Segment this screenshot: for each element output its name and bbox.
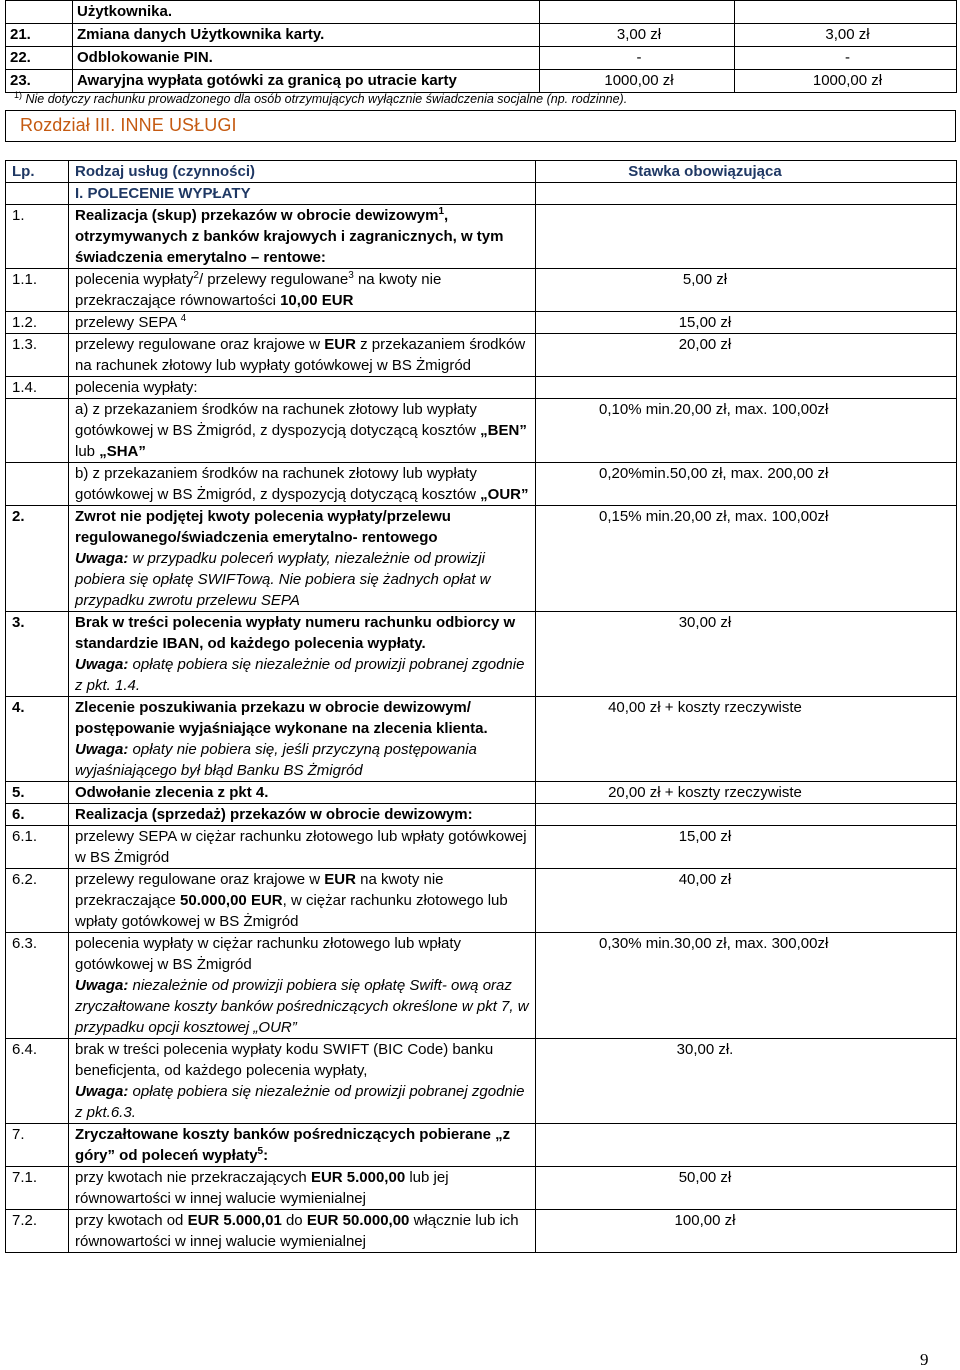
row-number: 21. — [6, 24, 73, 47]
row-number: 7.2. — [6, 1210, 69, 1253]
row-rate: 30,00 zł — [536, 612, 957, 697]
row-rate: 50,00 zł — [536, 1167, 957, 1210]
row-number: 3. — [6, 612, 69, 697]
row-number: 1.3. — [6, 334, 69, 377]
table-row — [6, 334, 957, 377]
row-description: Realizacja (sprzedaż) przekazów w obrocie dewizowym: — [69, 804, 536, 826]
row-rate: 0,30% min.30,00 zł, max. 300,00zł — [536, 933, 957, 1039]
row-number: 4. — [6, 697, 69, 782]
row-number: 6.4. — [6, 1039, 69, 1124]
row-description: polecenia wypłaty: — [69, 377, 536, 399]
row-number: 6.2. — [6, 869, 69, 933]
row-rate: 15,00 zł — [536, 312, 957, 334]
row-number: 6.3. — [6, 933, 69, 1039]
table-row — [6, 1, 957, 24]
chapter-title-box — [5, 110, 956, 142]
row-description: przelewy regulowane oraz krajowe w EUR na kwoty nie przekraczające 50.000,00 EUR, w ciężar rachunku złotowego lub wpłaty gotówkowej w BS Żmigród — [69, 869, 536, 933]
table-row — [6, 1167, 957, 1210]
row-description: Awaryjna wypłata gotówki za granicą po utracie karty — [73, 70, 540, 93]
row-description: Użytkownika. — [73, 1, 540, 24]
row-number: 1.4. — [6, 377, 69, 399]
row-number: 1.2. — [6, 312, 69, 334]
row-number: 1.1. — [6, 269, 69, 312]
row-description: a) z przekazaniem środków na rachunek złotowy lub wypłaty gotówkowej w BS Żmigród, z dyspozycją dotyczącą kosztów „BEN” lub „SHA” — [69, 399, 536, 463]
table-row — [6, 1039, 957, 1124]
row-value-2: 1000,00 zł — [735, 70, 957, 93]
row-rate: 30,00 zł. — [536, 1039, 957, 1124]
table-row — [6, 463, 957, 506]
row-description: Zryczałtowane koszty banków pośredniczących pobierane „z góry” od poleceń wypłaty$^5$: — [69, 1124, 536, 1167]
table-row — [6, 804, 957, 826]
row-rate: 15,00 zł — [536, 826, 957, 869]
row-description: polecenia wypłaty w ciężar rachunku złotowego lub wpłaty gotówkowej w BS Żmigród Uwaga: niezależnie od prowizji pobiera się opłatę Swift- ową oraz zryczałtowane koszty banków pośredniczących określone w pkt 7, w przypadku opcji kosztowej „OUR” — [69, 933, 536, 1039]
row-value-2: - — [735, 47, 957, 70]
other-services-table — [5, 160, 957, 1253]
row-description: przelewy SEPA w ciężar rachunku złotowego lub wpłaty gotówkowej w BS Żmigród — [69, 826, 536, 869]
row-value-2 — [735, 1, 957, 24]
table-row — [6, 399, 957, 463]
row-description: brak w treści polecenia wypłaty kodu SWIFT (BIC Code) banku beneficjenta, od każdego polecenia wypłaty, Uwaga: opłatę pobiera się niezależnie od prowizji pobranej zgodnie z pkt.6.3. — [69, 1039, 536, 1124]
row-description: przelewy regulowane oraz krajowe w EUR z przekazaniem środków na rachunek złotowy lub wypłaty gotówkowej w BS Żmigród — [69, 334, 536, 377]
table-header-row — [6, 161, 957, 183]
row-description: b) z przekazaniem środków na rachunek złotowy lub wypłaty gotówkowej w BS Żmigród, z dyspozycją dotyczącą kosztów „OUR” — [69, 463, 536, 506]
row-number: 5. — [6, 782, 69, 804]
header-stawka: Stawka obowiązująca — [536, 161, 957, 183]
header-lp: Lp. — [6, 161, 69, 183]
table-row — [6, 933, 957, 1039]
row-value-1: - — [540, 47, 735, 70]
row-description: Zmiana danych Użytkownika karty. — [73, 24, 540, 47]
row-rate: 40,00 zł + koszty rzeczywiste — [536, 697, 957, 782]
row-description: Zwrot nie podjętej kwoty polecenia wypłaty/przelewu regulowanego/świadczenia emerytalno- rentowego Uwaga: w przypadku poleceń wypłaty, niezależnie od prowizji pobiera się opłatę SWIFTową. Nie pobiera się żadnych opłat w przypadku zwrotu przelewu SEPA — [69, 506, 536, 612]
row-rate: 20,00 zł — [536, 334, 957, 377]
footnote-mark: 1) — [14, 89, 23, 100]
row-description: przy kwotach nie przekraczających EUR 5.000,00 lub jej równowartości w innej walucie wymienialnej — [69, 1167, 536, 1210]
table-row — [6, 1124, 957, 1167]
row-description: polecenia wypłaty$^2$/ przelewy regulowane$^3$ na kwoty nie przekraczające równowartości 10,00 EUR — [69, 269, 536, 312]
card-fees-table — [5, 0, 957, 93]
table-row — [6, 1210, 957, 1253]
row-description: Odwołanie zlecenia z pkt 4. — [69, 782, 536, 804]
table-row — [6, 47, 957, 70]
table-row — [6, 269, 957, 312]
row-number: 6.1. — [6, 826, 69, 869]
table-row — [6, 205, 957, 269]
table-row — [6, 506, 957, 612]
section-row — [6, 183, 957, 205]
row-description: Realizacja (skup) przekazów w obrocie dewizowym$^1$, otrzymywanych z banków krajowych i zagranicznych, w tym świadczenia emerytalno – rentowe: — [69, 205, 536, 269]
row-rate: 5,00 zł — [536, 269, 957, 312]
table-row — [6, 697, 957, 782]
row-description: Odblokowanie PIN. — [73, 47, 540, 70]
table-row — [6, 782, 957, 804]
row-value-1: 3,00 zł — [540, 24, 735, 47]
row-number: 7.1. — [6, 1167, 69, 1210]
row-number: 1. — [6, 205, 69, 269]
row-number: 2. — [6, 506, 69, 612]
row-rate: 0,10% min.20,00 zł, max. 100,00zł — [536, 399, 957, 463]
header-rodzaj: Rodzaj usług (czynności) — [69, 161, 536, 183]
page-number: 9 — [920, 1350, 929, 1369]
row-rate: 0,15% min.20,00 zł, max. 100,00zł — [536, 506, 957, 612]
table-row — [6, 612, 957, 697]
table-row — [6, 24, 957, 47]
row-value-2: 3,00 zł — [735, 24, 957, 47]
row-description: przelewy SEPA $^4$ — [69, 312, 536, 334]
row-number: 7. — [6, 1124, 69, 1167]
row-number — [6, 1, 73, 24]
row-rate: 20,00 zł + koszty rzeczywiste — [536, 782, 957, 804]
table-row — [6, 377, 957, 399]
row-rate: 40,00 zł — [536, 869, 957, 933]
table-row — [6, 70, 957, 93]
row-number: 6. — [6, 804, 69, 826]
table-row — [6, 312, 957, 334]
row-number: 22. — [6, 47, 73, 70]
table-row — [6, 826, 957, 869]
row-rate: 100,00 zł — [536, 1210, 957, 1253]
section-title: I. POLECENIE WYPŁATY — [69, 183, 536, 205]
row-value-1 — [540, 1, 735, 24]
row-description: Zlecenie poszukiwania przekazu w obrocie dewizowym/ postępowanie wyjaśniające wykonane na zlecenia klienta. Uwaga: opłaty nie pobiera się, jeśli przyczyną postępowania wyjaśniającego był błąd Banku BS Żmigród — [69, 697, 536, 782]
row-description: przy kwotach od EUR 5.000,01 do EUR 50.000,00 włącznie lub ich równowartości w innej walucie wymienialnej — [69, 1210, 536, 1253]
row-value-1: 1000,00 zł — [540, 70, 735, 93]
footnote-text: Nie dotyczy rachunku prowadzonego dla osób otrzymujących wyłącznie świadczenia socjalne (np. rodzinne). — [25, 92, 628, 106]
table-row — [6, 869, 957, 933]
row-description: Brak w treści polecenia wypłaty numeru rachunku odbiorcy w standardzie IBAN, od każdego polecenia wypłaty. Uwaga: opłatę pobiera się niezależnie od prowizji pobranej zgodnie z pkt. 1.4. — [69, 612, 536, 697]
footnote — [14, 89, 628, 106]
row-rate: 0,20%min.50,00 zł, max. 200,00 zł — [536, 463, 957, 506]
row-number: 23. — [6, 70, 73, 93]
chapter-title: Rozdział III. INNE USŁUGI — [20, 115, 237, 135]
